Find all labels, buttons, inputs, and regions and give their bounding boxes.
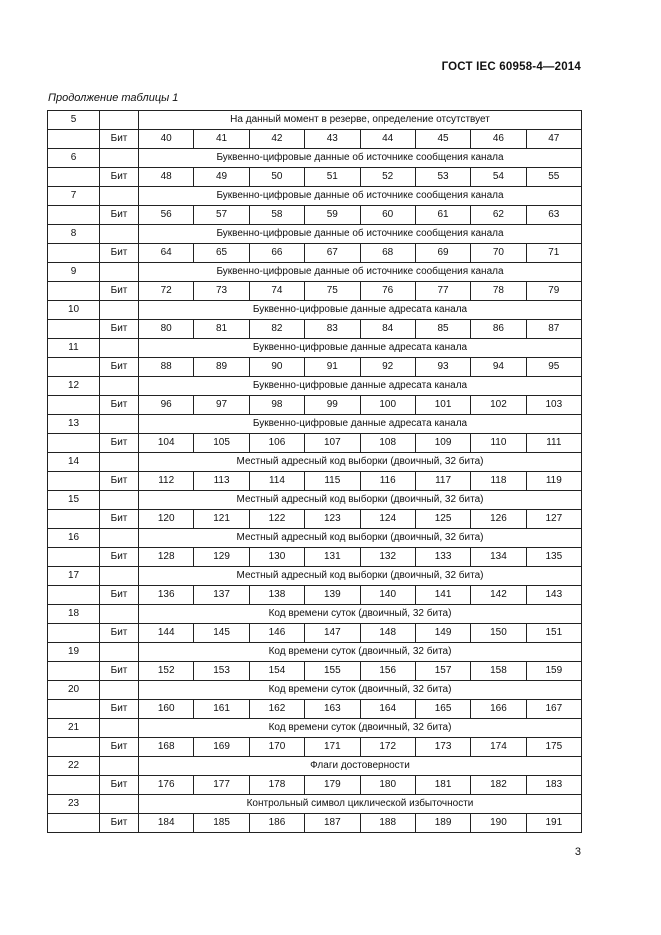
empty-cell: [48, 206, 100, 225]
bit-number-cell: 127: [526, 510, 581, 529]
bit-number-cell: 182: [471, 776, 526, 795]
bit-label: Бит: [100, 814, 139, 833]
bit-number-cell: 141: [415, 586, 470, 605]
bit-number-cell: 125: [415, 510, 470, 529]
bit-number-cell: 96: [139, 396, 194, 415]
empty-cell: [48, 130, 100, 149]
bit-number-cell: 133: [415, 548, 470, 567]
bit-number-cell: 89: [194, 358, 249, 377]
bit-number-cell: 154: [249, 662, 304, 681]
bit-number-cell: 113: [194, 472, 249, 491]
bit-number-cell: 68: [360, 244, 415, 263]
byte-description-row: [48, 453, 582, 472]
empty-cell: [48, 510, 100, 529]
bit-number-cell: 115: [305, 472, 360, 491]
bit-number-cell: 130: [249, 548, 304, 567]
bit-number-cell: 106: [249, 434, 304, 453]
byte-description: Флаги достоверности: [139, 757, 582, 776]
bit-numbers-row: [48, 624, 582, 643]
bit-number-cell: 137: [194, 586, 249, 605]
bit-label: Бит: [100, 168, 139, 187]
bit-number-cell: 179: [305, 776, 360, 795]
byte-description: Код времени суток (двоичный, 32 бита): [139, 681, 582, 700]
bit-number-cell: 180: [360, 776, 415, 795]
bit-number-cell: 177: [194, 776, 249, 795]
bit-number-cell: 84: [360, 320, 415, 339]
bit-number-cell: 149: [415, 624, 470, 643]
byte-number: 23: [48, 795, 100, 814]
byte-number: 12: [48, 377, 100, 396]
bit-number-cell: 109: [415, 434, 470, 453]
bit-numbers-row: [48, 472, 582, 491]
byte-description: Буквенно-цифровые данные об источнике сообщения канала: [139, 225, 582, 244]
bit-number-cell: 135: [526, 548, 581, 567]
bit-number-cell: 155: [305, 662, 360, 681]
empty-cell: [48, 814, 100, 833]
bit-numbers-row: [48, 738, 582, 757]
empty-cell: [48, 396, 100, 415]
document-code: ГОСТ IEC 60958-4—2014: [441, 61, 581, 73]
bit-label: Бит: [100, 206, 139, 225]
bit-number-cell: 191: [526, 814, 581, 833]
byte-description-row: [48, 491, 582, 510]
empty-cell: [48, 738, 100, 757]
byte-number: 18: [48, 605, 100, 624]
bit-number-cell: 88: [139, 358, 194, 377]
bit-number-cell: 145: [194, 624, 249, 643]
bit-numbers-row: [48, 282, 582, 301]
bit-label: Бит: [100, 472, 139, 491]
bit-label: Бит: [100, 738, 139, 757]
empty-cell: [48, 168, 100, 187]
byte-description-row: [48, 187, 582, 206]
empty-cell: [100, 415, 139, 434]
bit-numbers-row: [48, 662, 582, 681]
bit-number-cell: 126: [471, 510, 526, 529]
byte-number: 22: [48, 757, 100, 776]
empty-cell: [48, 776, 100, 795]
bit-label: Бит: [100, 510, 139, 529]
bit-number-cell: 64: [139, 244, 194, 263]
empty-cell: [100, 377, 139, 396]
bit-number-cell: 80: [139, 320, 194, 339]
byte-description-row: [48, 377, 582, 396]
bit-number-cell: 98: [249, 396, 304, 415]
bit-number-cell: 100: [360, 396, 415, 415]
byte-number: 9: [48, 263, 100, 282]
bit-numbers-row: [48, 700, 582, 719]
bit-number-cell: 99: [305, 396, 360, 415]
bit-number-cell: 45: [415, 130, 470, 149]
byte-description: Буквенно-цифровые данные об источнике сообщения канала: [139, 187, 582, 206]
bit-number-cell: 79: [526, 282, 581, 301]
byte-description-row: [48, 301, 582, 320]
bit-number-cell: 56: [139, 206, 194, 225]
bit-number-cell: 58: [249, 206, 304, 225]
bit-number-cell: 120: [139, 510, 194, 529]
bit-number-cell: 128: [139, 548, 194, 567]
empty-cell: [48, 282, 100, 301]
byte-description: Код времени суток (двоичный, 32 бита): [139, 719, 582, 738]
bit-number-cell: 111: [526, 434, 581, 453]
bit-number-cell: 152: [139, 662, 194, 681]
empty-cell: [100, 567, 139, 586]
bit-number-cell: 57: [194, 206, 249, 225]
byte-description-row: [48, 263, 582, 282]
byte-description: Буквенно-цифровые данные адресата канала: [139, 415, 582, 434]
empty-cell: [48, 244, 100, 263]
byte-description-row: [48, 529, 582, 548]
bit-number-cell: 43: [305, 130, 360, 149]
bit-numbers-row: [48, 130, 582, 149]
bit-number-cell: 167: [526, 700, 581, 719]
bit-number-cell: 46: [471, 130, 526, 149]
byte-number: 19: [48, 643, 100, 662]
bit-number-cell: 107: [305, 434, 360, 453]
bit-number-cell: 123: [305, 510, 360, 529]
bit-number-cell: 78: [471, 282, 526, 301]
bit-label: Бит: [100, 130, 139, 149]
bit-number-cell: 74: [249, 282, 304, 301]
bit-number-cell: 122: [249, 510, 304, 529]
empty-cell: [100, 453, 139, 472]
bit-number-cell: 49: [194, 168, 249, 187]
bit-number-cell: 61: [415, 206, 470, 225]
bit-number-cell: 41: [194, 130, 249, 149]
bit-label: Бит: [100, 548, 139, 567]
bit-number-cell: 129: [194, 548, 249, 567]
empty-cell: [48, 624, 100, 643]
bit-numbers-row: [48, 510, 582, 529]
bit-label: Бит: [100, 624, 139, 643]
bit-number-cell: 54: [471, 168, 526, 187]
table-caption: Продолжение таблицы 1: [48, 92, 179, 104]
bit-number-cell: 165: [415, 700, 470, 719]
empty-cell: [48, 700, 100, 719]
bit-label: Бит: [100, 320, 139, 339]
bit-number-cell: 104: [139, 434, 194, 453]
bit-number-cell: 160: [139, 700, 194, 719]
byte-description-row: [48, 339, 582, 358]
bit-number-cell: 116: [360, 472, 415, 491]
byte-description-row: [48, 719, 582, 738]
bit-number-cell: 134: [471, 548, 526, 567]
empty-cell: [100, 757, 139, 776]
bit-number-cell: 190: [471, 814, 526, 833]
byte-description-row: [48, 415, 582, 434]
bit-label: Бит: [100, 434, 139, 453]
byte-description-row: [48, 149, 582, 168]
bit-number-cell: 63: [526, 206, 581, 225]
bit-number-cell: 69: [415, 244, 470, 263]
bit-number-cell: 103: [526, 396, 581, 415]
bit-number-cell: 157: [415, 662, 470, 681]
bit-number-cell: 42: [249, 130, 304, 149]
bit-number-cell: 105: [194, 434, 249, 453]
byte-number: 5: [48, 111, 100, 130]
bit-number-cell: 86: [471, 320, 526, 339]
bit-number-cell: 71: [526, 244, 581, 263]
bit-number-cell: 170: [249, 738, 304, 757]
bit-number-cell: 138: [249, 586, 304, 605]
bit-number-cell: 188: [360, 814, 415, 833]
empty-cell: [48, 434, 100, 453]
bit-number-cell: 173: [415, 738, 470, 757]
byte-description-row: [48, 111, 582, 130]
empty-cell: [100, 111, 139, 130]
page-number: 3: [574, 846, 581, 858]
byte-number: 6: [48, 149, 100, 168]
bit-numbers-row: [48, 776, 582, 795]
bit-number-cell: 72: [139, 282, 194, 301]
bit-number-cell: 147: [305, 624, 360, 643]
bit-number-cell: 76: [360, 282, 415, 301]
bit-number-cell: 161: [194, 700, 249, 719]
byte-description: Код времени суток (двоичный, 32 бита): [139, 605, 582, 624]
empty-cell: [100, 225, 139, 244]
byte-number: 7: [48, 187, 100, 206]
bit-number-cell: 90: [249, 358, 304, 377]
bit-number-cell: 73: [194, 282, 249, 301]
bit-number-cell: 91: [305, 358, 360, 377]
bit-number-cell: 175: [526, 738, 581, 757]
bit-number-cell: 140: [360, 586, 415, 605]
bit-number-cell: 187: [305, 814, 360, 833]
bit-number-cell: 102: [471, 396, 526, 415]
bit-label: Бит: [100, 700, 139, 719]
bit-number-cell: 101: [415, 396, 470, 415]
bit-number-cell: 82: [249, 320, 304, 339]
bit-number-cell: 92: [360, 358, 415, 377]
bit-number-cell: 52: [360, 168, 415, 187]
byte-description-row: [48, 795, 582, 814]
bit-label: Бит: [100, 358, 139, 377]
byte-description: Буквенно-цифровые данные об источнике сообщения канала: [139, 149, 582, 168]
empty-cell: [100, 681, 139, 700]
bit-number-cell: 151: [526, 624, 581, 643]
bit-allocation-table: [47, 110, 582, 833]
bit-number-cell: 117: [415, 472, 470, 491]
bit-number-cell: 85: [415, 320, 470, 339]
byte-description: Буквенно-цифровые данные адресата канала: [139, 301, 582, 320]
byte-number: 16: [48, 529, 100, 548]
bit-number-cell: 185: [194, 814, 249, 833]
empty-cell: [48, 358, 100, 377]
byte-number: 8: [48, 225, 100, 244]
empty-cell: [100, 301, 139, 320]
bit-numbers-row: [48, 548, 582, 567]
byte-description: Буквенно-цифровые данные адресата канала: [139, 339, 582, 358]
bit-number-cell: 136: [139, 586, 194, 605]
bit-number-cell: 176: [139, 776, 194, 795]
bit-number-cell: 142: [471, 586, 526, 605]
bit-number-cell: 81: [194, 320, 249, 339]
bit-number-cell: 132: [360, 548, 415, 567]
empty-cell: [48, 320, 100, 339]
empty-cell: [100, 491, 139, 510]
byte-description-row: [48, 757, 582, 776]
bit-number-cell: 189: [415, 814, 470, 833]
bit-number-cell: 144: [139, 624, 194, 643]
bit-number-cell: 93: [415, 358, 470, 377]
byte-description: Буквенно-цифровые данные адресата канала: [139, 377, 582, 396]
bit-number-cell: 159: [526, 662, 581, 681]
bit-number-cell: 59: [305, 206, 360, 225]
bit-number-cell: 164: [360, 700, 415, 719]
bit-number-cell: 181: [415, 776, 470, 795]
bit-numbers-row: [48, 244, 582, 263]
bit-number-cell: 67: [305, 244, 360, 263]
bit-number-cell: 121: [194, 510, 249, 529]
bit-number-cell: 50: [249, 168, 304, 187]
bit-number-cell: 156: [360, 662, 415, 681]
bit-number-cell: 153: [194, 662, 249, 681]
byte-number: 14: [48, 453, 100, 472]
bit-label: Бит: [100, 282, 139, 301]
bit-number-cell: 53: [415, 168, 470, 187]
bit-numbers-row: [48, 206, 582, 225]
bit-number-cell: 186: [249, 814, 304, 833]
bit-number-cell: 65: [194, 244, 249, 263]
bit-number-cell: 158: [471, 662, 526, 681]
bit-number-cell: 48: [139, 168, 194, 187]
bit-number-cell: 124: [360, 510, 415, 529]
byte-number: 17: [48, 567, 100, 586]
byte-number: 15: [48, 491, 100, 510]
bit-number-cell: 184: [139, 814, 194, 833]
bit-number-cell: 83: [305, 320, 360, 339]
byte-description-row: [48, 643, 582, 662]
bit-number-cell: 108: [360, 434, 415, 453]
byte-description-row: [48, 605, 582, 624]
bit-number-cell: 40: [139, 130, 194, 149]
bit-numbers-row: [48, 586, 582, 605]
byte-description: Контрольный символ циклической избыточности: [139, 795, 582, 814]
bit-label: Бит: [100, 586, 139, 605]
bit-number-cell: 66: [249, 244, 304, 263]
byte-description: Код времени суток (двоичный, 32 бита): [139, 643, 582, 662]
byte-description: Местный адресный код выборки (двоичный, 32 бита): [139, 529, 582, 548]
bit-number-cell: 95: [526, 358, 581, 377]
bit-number-cell: 97: [194, 396, 249, 415]
bit-number-cell: 172: [360, 738, 415, 757]
empty-cell: [48, 548, 100, 567]
bit-number-cell: 162: [249, 700, 304, 719]
bit-number-cell: 119: [526, 472, 581, 491]
empty-cell: [100, 529, 139, 548]
bit-number-cell: 166: [471, 700, 526, 719]
bit-number-cell: 143: [526, 586, 581, 605]
byte-description: Местный адресный код выборки (двоичный, 32 бита): [139, 491, 582, 510]
bit-label: Бит: [100, 396, 139, 415]
empty-cell: [100, 795, 139, 814]
byte-number: 20: [48, 681, 100, 700]
bit-number-cell: 60: [360, 206, 415, 225]
bit-number-cell: 114: [249, 472, 304, 491]
bit-number-cell: 171: [305, 738, 360, 757]
bit-number-cell: 110: [471, 434, 526, 453]
bit-label: Бит: [100, 662, 139, 681]
bit-number-cell: 70: [471, 244, 526, 263]
bit-numbers-row: [48, 396, 582, 415]
empty-cell: [100, 605, 139, 624]
bit-number-cell: 148: [360, 624, 415, 643]
bit-number-cell: 183: [526, 776, 581, 795]
bit-numbers-row: [48, 814, 582, 833]
empty-cell: [48, 662, 100, 681]
bit-number-cell: 62: [471, 206, 526, 225]
byte-description: Местный адресный код выборки (двоичный, 32 бита): [139, 567, 582, 586]
bit-number-cell: 75: [305, 282, 360, 301]
empty-cell: [48, 472, 100, 491]
bit-number-cell: 55: [526, 168, 581, 187]
bit-number-cell: 139: [305, 586, 360, 605]
empty-cell: [100, 339, 139, 358]
bit-number-cell: 77: [415, 282, 470, 301]
empty-cell: [100, 719, 139, 738]
bit-number-cell: 174: [471, 738, 526, 757]
byte-number: 11: [48, 339, 100, 358]
byte-number: 13: [48, 415, 100, 434]
bit-number-cell: 44: [360, 130, 415, 149]
bit-number-cell: 51: [305, 168, 360, 187]
bit-number-cell: 163: [305, 700, 360, 719]
bit-number-cell: 118: [471, 472, 526, 491]
byte-description-row: [48, 225, 582, 244]
byte-description: На данный момент в резерве, определение отсутствует: [139, 111, 582, 130]
byte-description-row: [48, 681, 582, 700]
bit-number-cell: 146: [249, 624, 304, 643]
bit-numbers-row: [48, 434, 582, 453]
bit-number-cell: 169: [194, 738, 249, 757]
bit-number-cell: 87: [526, 320, 581, 339]
byte-description-row: [48, 567, 582, 586]
empty-cell: [48, 586, 100, 605]
empty-cell: [100, 263, 139, 282]
bit-label: Бит: [100, 776, 139, 795]
bit-number-cell: 112: [139, 472, 194, 491]
bit-number-cell: 168: [139, 738, 194, 757]
bit-numbers-row: [48, 358, 582, 377]
empty-cell: [100, 187, 139, 206]
bit-numbers-row: [48, 168, 582, 187]
bit-number-cell: 150: [471, 624, 526, 643]
empty-cell: [100, 149, 139, 168]
bit-number-cell: 47: [526, 130, 581, 149]
bit-number-cell: 94: [471, 358, 526, 377]
bit-number-cell: 131: [305, 548, 360, 567]
bit-label: Бит: [100, 244, 139, 263]
bit-numbers-row: [48, 320, 582, 339]
byte-description: Буквенно-цифровые данные об источнике сообщения канала: [139, 263, 582, 282]
empty-cell: [100, 643, 139, 662]
byte-number: 10: [48, 301, 100, 320]
byte-description: Местный адресный код выборки (двоичный, 32 бита): [139, 453, 582, 472]
byte-number: 21: [48, 719, 100, 738]
bit-number-cell: 178: [249, 776, 304, 795]
